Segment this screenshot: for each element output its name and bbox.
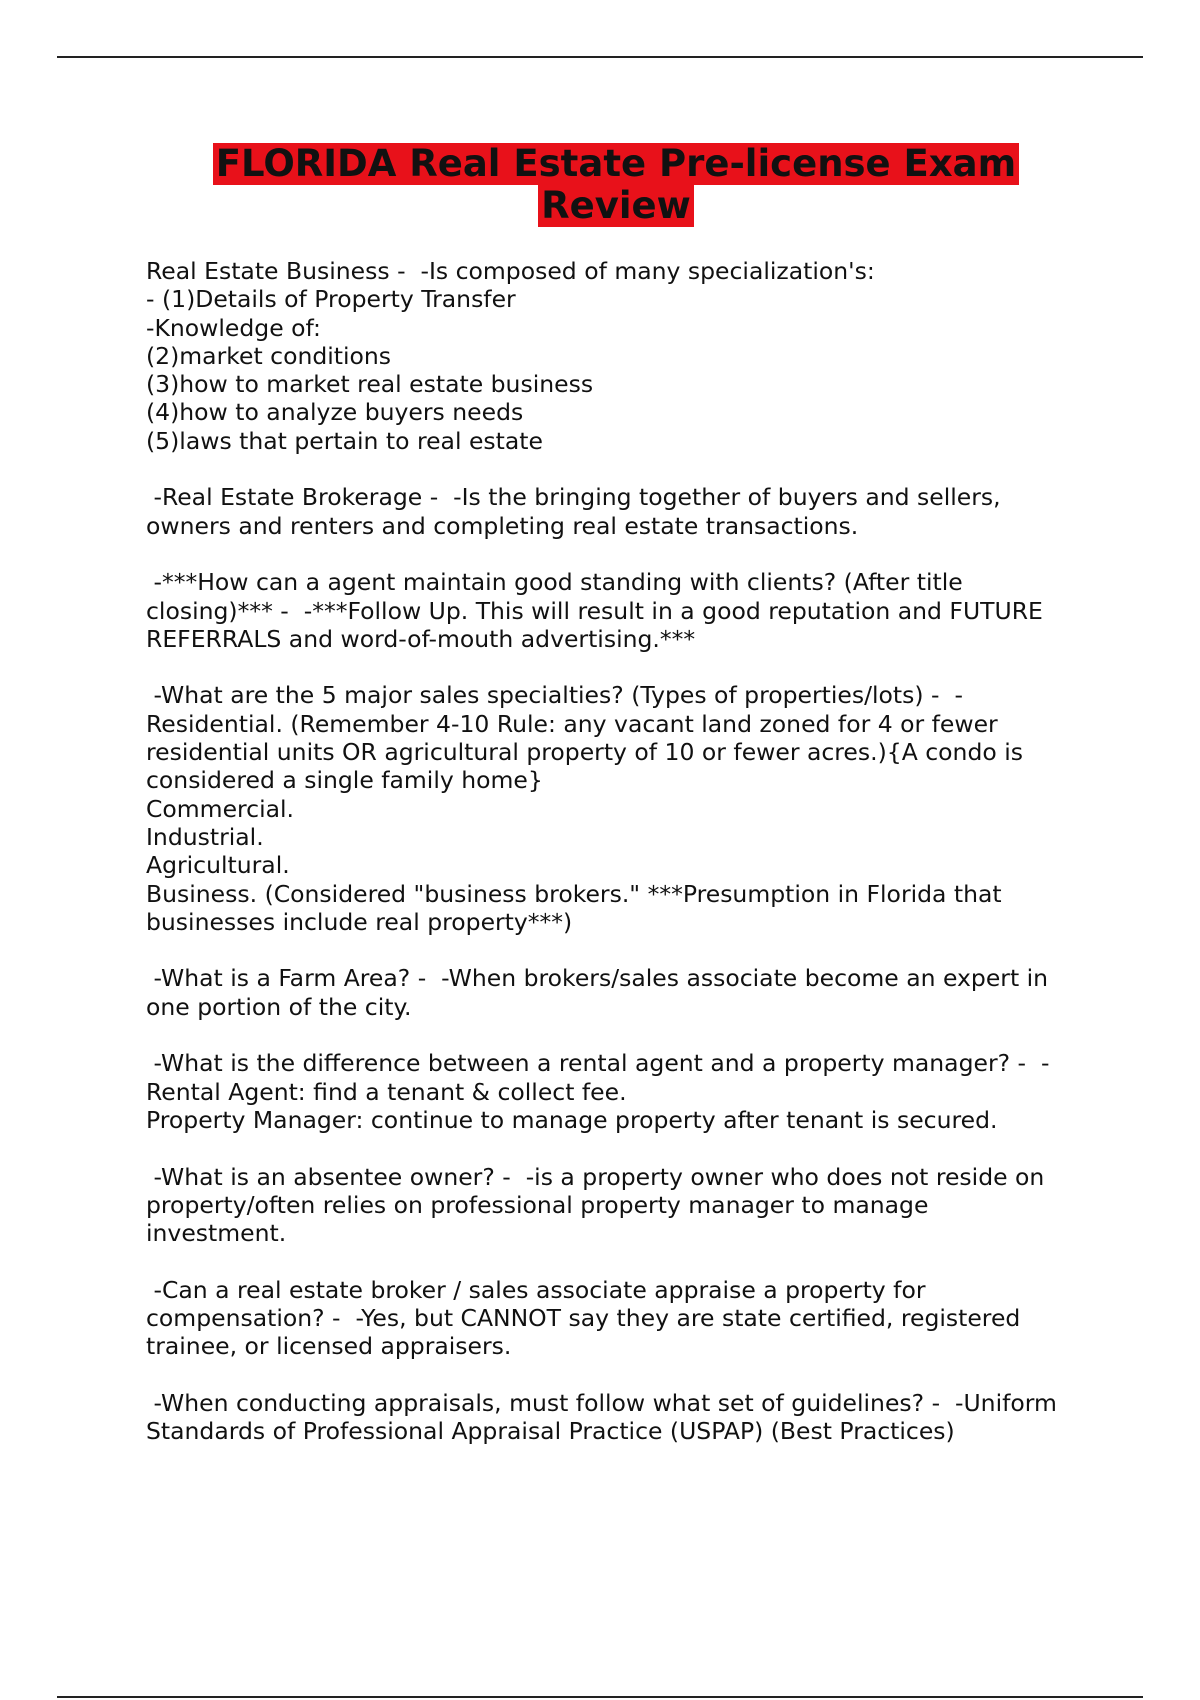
qa-block bbox=[146, 1049, 1096, 1134]
text-line: REFERRALS and word-of-mouth advertising.*** bbox=[146, 624, 696, 653]
text-line: (4)how to analyze buyers needs bbox=[146, 398, 524, 427]
page-title-line-2: Review bbox=[538, 185, 694, 227]
text-line: - (1)Details of Property Transfer bbox=[146, 285, 516, 314]
text-line: residential units OR agricultural property of 10 or fewer acres.){A condo is bbox=[146, 738, 1023, 767]
text-line: -What are the 5 major sales specialties? (Types of properties/lots) - - bbox=[146, 681, 963, 710]
qa-block bbox=[146, 483, 1096, 540]
text-line: investment. bbox=[146, 1219, 287, 1248]
text-line: Real Estate Business - -Is composed of many specialization's: bbox=[146, 257, 875, 285]
bottom-rule bbox=[57, 1696, 1143, 1698]
text-line: -When conducting appraisals, must follow what set of guidelines? - -Uniform bbox=[146, 1388, 1057, 1417]
page-title-line-1: FLORIDA Real Estate Pre-license Exam bbox=[213, 143, 1019, 185]
text-line: -Can a real estate broker / sales associate appraise a property for bbox=[146, 1275, 926, 1304]
qa-block bbox=[146, 1276, 1096, 1361]
text-line: Standards of Professional Appraisal Practice (USPAP) (Best Practices) bbox=[146, 1417, 955, 1446]
text-line: property/often relies on professional property manager to manage bbox=[146, 1190, 929, 1219]
text-line: trainee, or licensed appraisers. bbox=[146, 1332, 512, 1361]
text-line: closing)*** - -***Follow Up. This will result in a good reputation and FUTURE bbox=[146, 596, 1043, 625]
document-body bbox=[146, 257, 1096, 1474]
text-line: owners and renters and completing real estate transactions. bbox=[146, 511, 859, 540]
qa-block bbox=[146, 1163, 1096, 1248]
text-line: -What is the difference between a rental agent and a property manager? - - bbox=[146, 1049, 1050, 1078]
text-line: Agricultural. bbox=[146, 851, 290, 880]
text-line: businesses include real property***) bbox=[146, 907, 573, 936]
text-line: (2)market conditions bbox=[146, 341, 392, 370]
qa-block bbox=[146, 1389, 1096, 1446]
text-line: considered a single family home} bbox=[146, 766, 543, 795]
text-line: -Real Estate Brokerage - -Is the bringing together of buyers and sellers, bbox=[146, 483, 1001, 512]
text-line: Residential. (Remember 4-10 Rule: any vacant land zoned for 4 or fewer bbox=[146, 709, 998, 738]
text-line: (5)laws that pertain to real estate bbox=[146, 426, 543, 455]
text-line: Business. (Considered "business brokers." ***Presumption in Florida that bbox=[146, 879, 1002, 908]
text-line: compensation? - -Yes, but CANNOT say they are state certified, registered bbox=[146, 1303, 1021, 1332]
text-line: Rental Agent: find a tenant & collect fee. bbox=[146, 1077, 627, 1106]
text-line: Property Manager: continue to manage property after tenant is secured. bbox=[146, 1105, 998, 1134]
qa-block bbox=[146, 568, 1096, 653]
qa-block bbox=[146, 964, 1096, 1021]
text-line: one portion of the city. bbox=[146, 992, 412, 1021]
text-line: Industrial. bbox=[146, 822, 264, 851]
text-line: -***How can a agent maintain good standing with clients? (After title bbox=[146, 568, 963, 597]
top-rule bbox=[57, 56, 1143, 58]
qa-block bbox=[146, 257, 1096, 455]
text-line: -What is an absentee owner? - -is a property owner who does not reside on bbox=[146, 1162, 1045, 1191]
text-line: -Knowledge of: bbox=[146, 313, 321, 342]
page-title bbox=[0, 143, 1200, 227]
qa-block bbox=[146, 681, 1096, 936]
text-line: Commercial. bbox=[146, 794, 295, 823]
text-line: -What is a Farm Area? - -When brokers/sales associate become an expert in bbox=[146, 964, 1049, 993]
text-line: (3)how to market real estate business bbox=[146, 370, 594, 399]
